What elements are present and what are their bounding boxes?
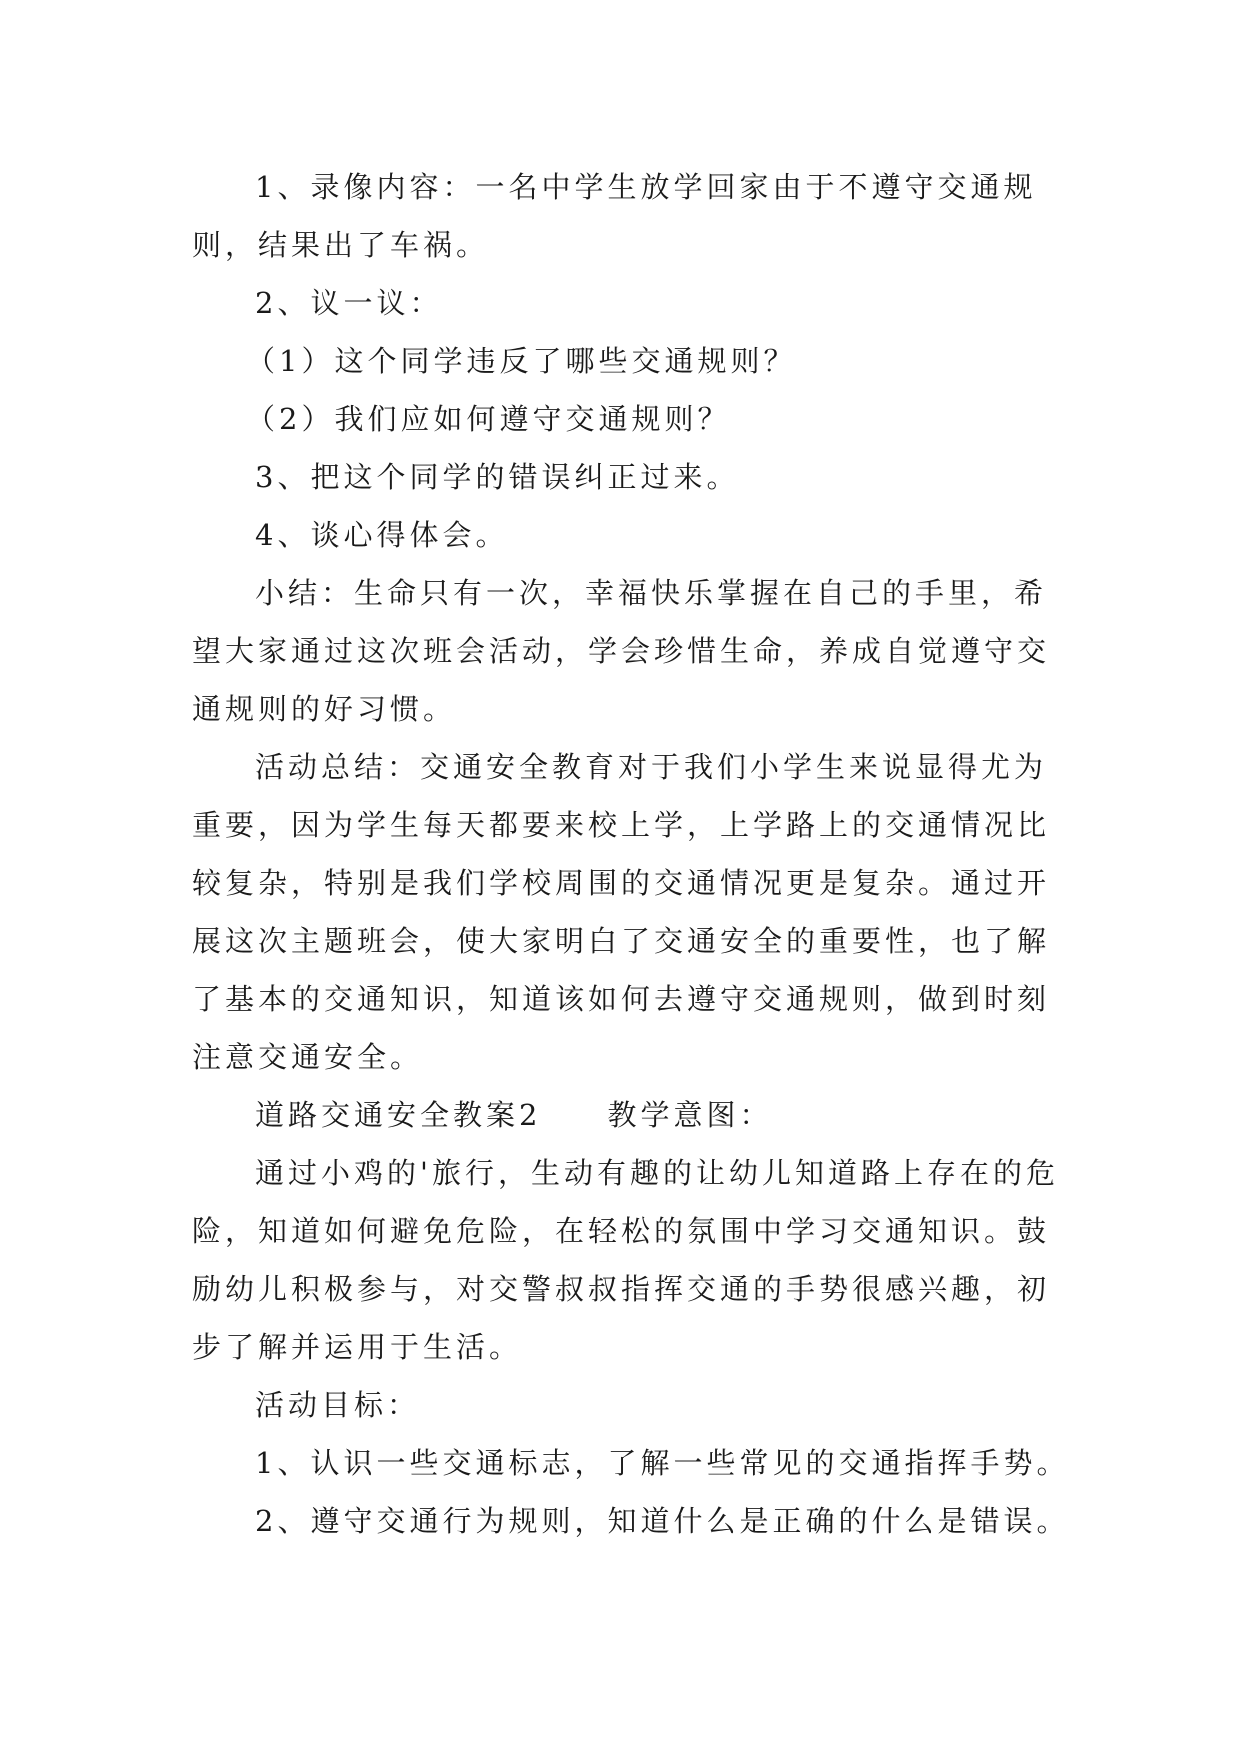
paragraph-activity-goals-heading: 活动目标： xyxy=(255,1388,421,1422)
paragraph-video-content: 1、录像内容：一名中学生放学回家由于不遵守交通规则，结果出了车祸。 xyxy=(192,170,1037,262)
paragraph-teaching-intent: 通过小鸡的'旅行，生动有趣的让幼儿知道路上存在的危险，知道如何避免危险，在轻松的氛围中学习交通知识。鼓励幼儿积极参与，对交警叔叔指挥交通的手势很感兴趣，初步了解并运用于生活。 xyxy=(192,1156,1059,1364)
paragraph-correct-errors: 3、把这个同学的错误纠正过来。 xyxy=(255,460,740,494)
paragraph-goal-2: 2、遵守交通行为规则，知道什么是正确的什么是错误。 xyxy=(255,1504,1070,1538)
paragraph-share-experience: 4、谈心得体会。 xyxy=(255,518,509,552)
section-title-lesson-2: 道路交通安全教案2 教学意图： xyxy=(255,1098,773,1132)
document-body xyxy=(192,158,1072,1550)
paragraph-goal-1: 1、认识一些交通标志，了解一些常见的交通指挥手势。 xyxy=(255,1446,1070,1480)
paragraph-activity-summary: 活动总结：交通安全教育对于我们小学生来说显得尤为重要，因为学生每天都要来校上学，上学路上的交通情况比较复杂，特别是我们学校周围的交通情况更是复杂。通过开展这次主题班会，使大家明白了交通安全的重要性，也了解了基本的交通知识，知道该如何去遵守交通规则，做到时刻注意交通安全。 xyxy=(192,750,1051,1074)
paragraph-question-2: （2）我们应如何遵守交通规则？ xyxy=(246,402,731,436)
paragraph-question-1: （1）这个同学违反了哪些交通规则？ xyxy=(246,344,797,378)
paragraph-summary: 小结：生命只有一次，幸福快乐掌握在自己的手里，希望大家通过这次班会活动，学会珍惜生命，养成自觉遵守交通规则的好习惯。 xyxy=(192,576,1051,726)
paragraph-discuss: 2、议一议： xyxy=(255,286,443,320)
